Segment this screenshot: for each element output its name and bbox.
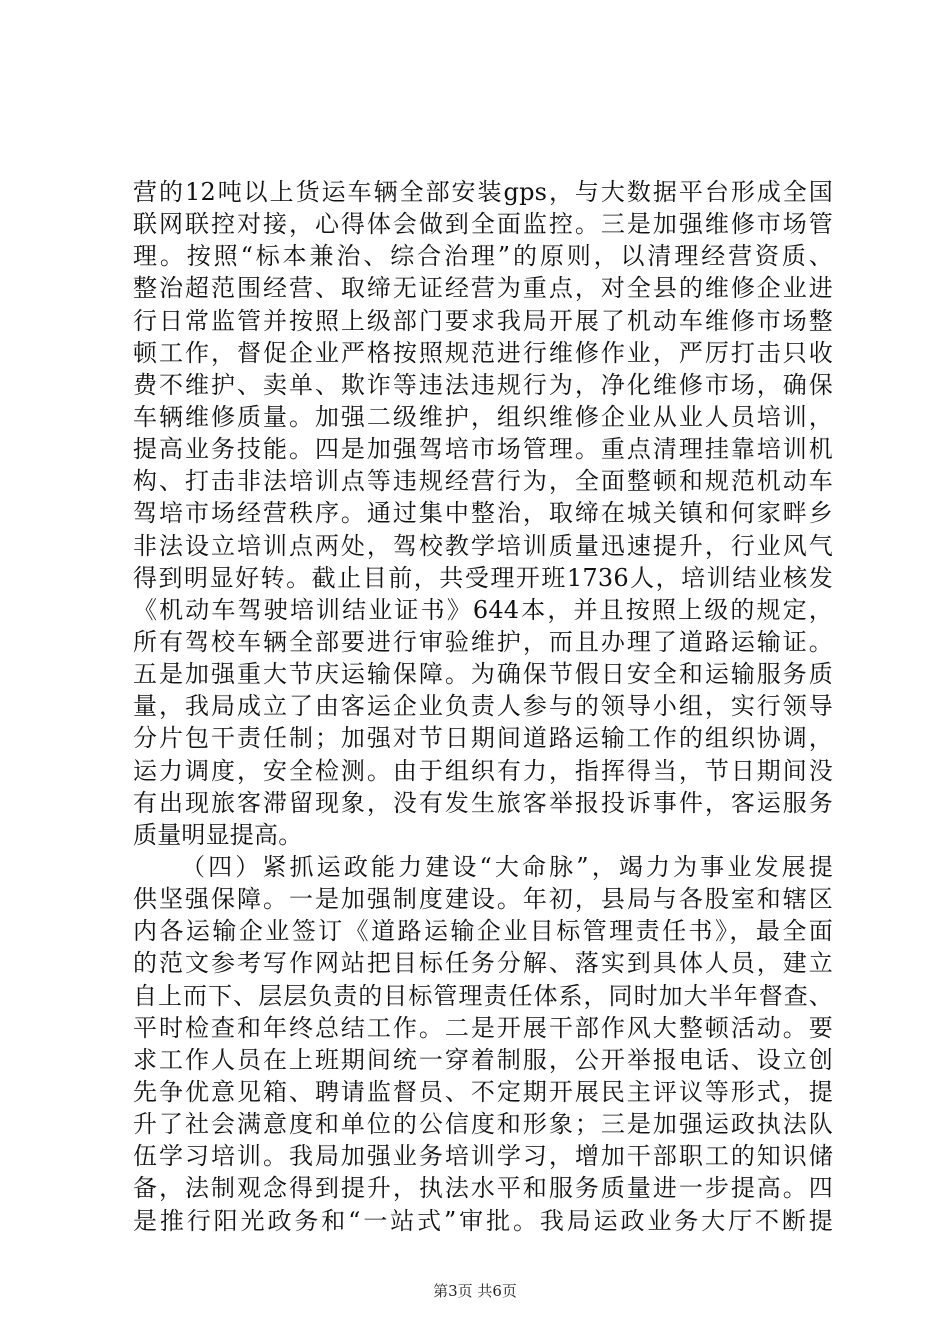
text-line: 是推行阳光政务和“一站式”审批。我局运政业务大厅不断提 bbox=[133, 1206, 833, 1235]
text-line: 的范文参考写作网站把目标任务分解、落实到具体人员，建立 bbox=[133, 949, 833, 978]
text-line: 得到明显好转。截止目前，共受理开班1736人，培训结业核发 bbox=[133, 563, 833, 592]
text-line: 分片包干责任制；加强对节日期间道路运输工作的组织协调， bbox=[133, 724, 833, 753]
text-line: 备，法制观念得到提升，执法水平和服务质量进一步提高。四 bbox=[133, 1174, 833, 1203]
text-line: 内各运输企业签订《道路运输企业目标管理责任书》，最全面 bbox=[133, 917, 833, 946]
text-line: 质量明显提高。 bbox=[133, 820, 303, 849]
text-line: 顿工作，督促企业严格按照规范进行维修作业，严厉打击只收 bbox=[133, 338, 833, 367]
text-line: 平时检查和年终总结工作。二是开展干部作风大整顿活动。要 bbox=[133, 1013, 833, 1042]
text-line: 非法设立培训点两处，驾校教学培训质量迅速提升，行业风气 bbox=[133, 531, 833, 560]
text-line: 费不维护、卖单、欺诈等违法违规行为，净化维修市场，确保 bbox=[133, 370, 833, 399]
text-line: 供坚强保障。一是加强制度建设。年初，县局与各股室和辖区 bbox=[133, 885, 833, 914]
text-line: 行日常监管并按照上级部门要求我局开展了机动车维修市场整 bbox=[133, 306, 833, 335]
text-line: 升了社会满意度和单位的公信度和形象；三是加强运政执法队 bbox=[133, 1110, 833, 1139]
page-number-label: 第3页 共6页 bbox=[433, 1282, 517, 1300]
text-line: （四）紧抓运政能力建设“大命脉”，竭力为事业发展提 bbox=[181, 852, 833, 881]
text-line: 整治超范围经营、取缔无证经营为重点，对全县的维修企业进 bbox=[133, 274, 833, 303]
text-line: 自上而下、层层负责的目标管理责任体系，同时加大半年督查、 bbox=[133, 981, 833, 1010]
text-line: 所有驾校车辆全部要进行审验维护，而且办理了道路运输证。 bbox=[133, 627, 833, 656]
text-line: 五是加强重大节庆运输保障。为确保节假日安全和运输服务质 bbox=[133, 660, 833, 689]
text-line: 联网联控对接，心得体会做到全面监控。三是加强维修市场管 bbox=[133, 210, 833, 239]
text-line: 理。按照“标本兼治、综合治理”的原则，以清理经营资质、 bbox=[133, 242, 833, 271]
paragraph bbox=[133, 851, 833, 1237]
text-line: 伍学习培训。我局加强业务培训学习，增加干部职工的知识储 bbox=[133, 1142, 833, 1171]
document-body bbox=[133, 176, 833, 1237]
text-line: 《机动车驾驶培训结业证书》644本，并且按照上级的规定， bbox=[133, 595, 833, 624]
text-line: 车辆维修质量。加强二级维护，组织维修企业从业人员培训， bbox=[133, 402, 833, 431]
text-line: 提高业务技能。四是加强驾培市场管理。重点清理挂靠培训机 bbox=[133, 435, 833, 464]
paragraph bbox=[133, 176, 833, 851]
text-line: 求工作人员在上班期间统一穿着制服，公开举报电话、设立创 bbox=[133, 1045, 833, 1074]
text-line: 驾培市场经营秩序。通过集中整治，取缔在城关镇和何家畔乡 bbox=[133, 499, 833, 528]
text-line: 构、打击非法培训点等违规经营行为，全面整顿和规范机动车 bbox=[133, 467, 833, 496]
text-line: 先争优意见箱、聘请监督员、不定期开展民主评议等形式，提 bbox=[133, 1077, 833, 1106]
text-line: 营的12吨以上货运车辆全部安装gps，与大数据平台形成全国 bbox=[133, 178, 833, 206]
page-footer bbox=[0, 1281, 950, 1301]
text-line: 运力调度，安全检测。由于组织有力，指挥得当，节日期间没 bbox=[133, 756, 833, 785]
text-line: 有出现旅客滞留现象，没有发生旅客举报投诉事件，客运服务 bbox=[133, 788, 833, 817]
text-line: 量，我局成立了由客运企业负责人参与的领导小组，实行领导 bbox=[133, 692, 833, 721]
